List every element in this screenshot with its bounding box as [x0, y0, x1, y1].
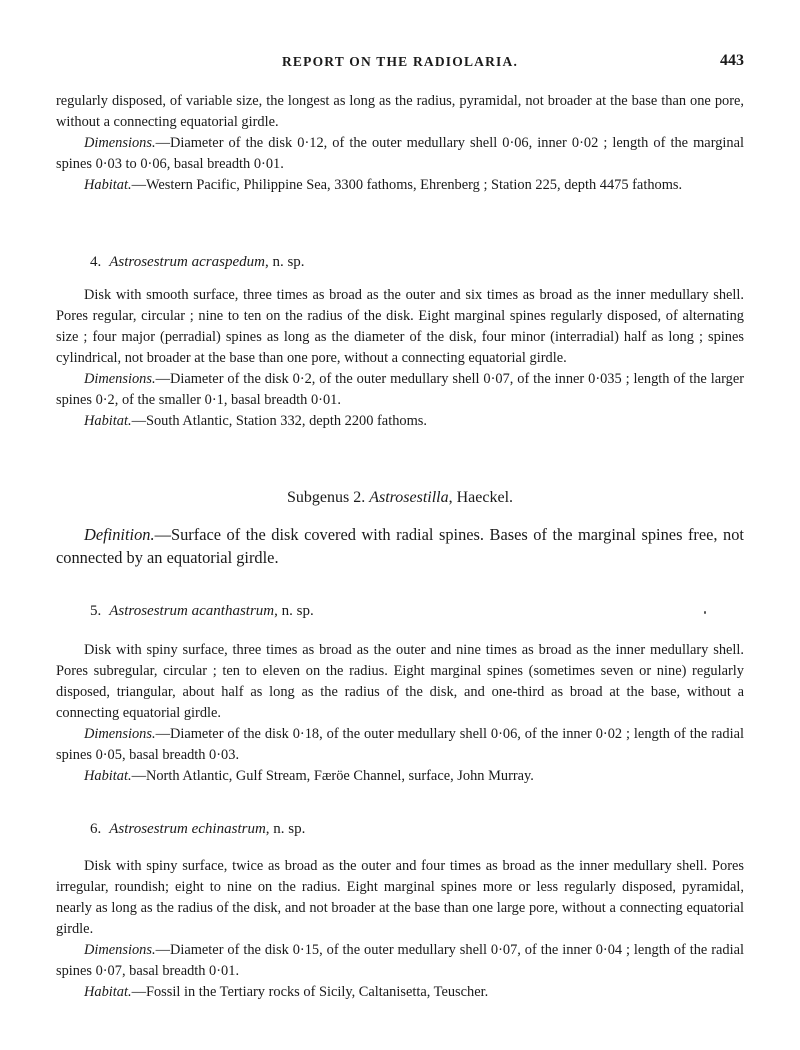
subgenus-suffix: , Haeckel.: [448, 489, 514, 506]
species-number: 6.: [90, 821, 102, 837]
species-3-description-end: regularly disposed, of variable size, the longest as long as the radius, pyramidal, not broader at the base than one pore, without a connecting equatorial girdle.: [56, 93, 744, 130]
species-3-dimensions: [56, 133, 744, 175]
species-4-description: Disk with smooth surface, three times as broad as the outer and six times as broad as the inner medullary shell. Pores regular, circular ; nine to ten on the radius of the disk. Eight marginal spines regularly disposed, of alternating size ; four major (perradial) spines as long as the diameter of the disk, four minor (interradial) half as long ; spines cylindrical, not broader at the base than one pore, without a connecting equatorial girdle.: [56, 287, 744, 366]
species-suffix: , n. sp.: [265, 821, 306, 837]
habitat-text: —North Atlantic, Gulf Stream, Færöe Channel, surface, John Murray.: [131, 768, 534, 784]
dimensions-text: —Diameter of the disk 0·2, of the outer medullary shell 0·07, of the inner 0·035 ; length of the larger spines 0·2, of the smaller 0·1, basal breadth 0·01.: [56, 371, 744, 408]
habitat-text: —Western Pacific, Philippine Sea, 3300 fathoms, Ehrenberg ; Station 225, depth 4475 fathoms.: [131, 177, 683, 193]
dimensions-label: Dimensions.: [84, 942, 156, 958]
species-3-habitat: [56, 175, 744, 196]
species-4-habitat: [56, 411, 744, 432]
page-number: 443: [720, 52, 744, 69]
species-5-dimensions: [56, 724, 744, 766]
dimensions-label: Dimensions.: [84, 371, 156, 387]
dimensions-label: Dimensions.: [84, 135, 156, 151]
species-5-description: Disk with spiny surface, three times as broad as the outer and nine times as broad as the inner medullary shell. Pores subregular, circular ; ten to eleven on the radius. Eight marginal spines (sometimes seven or nine) regularly disposed, triangular, about half as long as the radius of the disk, and one-third as broad at the base, without a connecting equatorial girdle.: [56, 642, 744, 721]
species-name: Astrosestrum acanthastrum: [109, 603, 275, 619]
species-number: 5.: [90, 603, 102, 619]
habitat-label: Habitat.: [84, 413, 132, 429]
species-6-body: [56, 856, 744, 1003]
species-name: Astrosestrum echinastrum: [109, 821, 266, 837]
species-6-heading: [90, 819, 305, 839]
subgenus-prefix: Subgenus 2.: [286, 489, 370, 506]
dimensions-text: —Diameter of the disk 0·15, of the outer medullary shell 0·07, of the inner 0·04 ; length of the radial spines 0·07, basal breadth 0·01.: [56, 942, 744, 979]
dimensions-text: —Diameter of the disk 0·12, of the outer medullary shell 0·06, inner 0·02 ; length of the marginal spines 0·03 to 0·06, basal breadth 0·01.: [56, 135, 744, 172]
habitat-text: —Fossil in the Tertiary rocks of Sicily, Caltanisetta, Teuscher.: [131, 984, 489, 1000]
habitat-label: Habitat.: [84, 984, 132, 1000]
print-speck: [704, 611, 706, 614]
definition-paragraph: [56, 523, 744, 569]
species-5-habitat: [56, 766, 744, 787]
habitat-text: —South Atlantic, Station 332, depth 2200 fathoms.: [131, 413, 427, 429]
habitat-label: Habitat.: [84, 768, 132, 784]
definition-label: Definition.: [84, 525, 155, 544]
species-6-dimensions: [56, 940, 744, 982]
species-4-heading: [90, 252, 305, 272]
species-5-body: [56, 640, 744, 787]
habitat-label: Habitat.: [84, 177, 132, 193]
species-3-continuation: [56, 91, 744, 196]
running-head: REPORT ON THE RADIOLARIA.: [281, 54, 519, 69]
dimensions-label: Dimensions.: [84, 726, 156, 742]
dimensions-text: —Diameter of the disk 0·18, of the outer medullary shell 0·06, of the inner 0·02 ; length of the radial spines 0·05, basal breadth 0·03.: [56, 726, 744, 763]
species-5-heading: [90, 601, 314, 621]
species-6-habitat: [56, 982, 744, 1003]
species-suffix: , n. sp.: [264, 254, 305, 270]
definition-text: —Surface of the disk covered with radial spines. Bases of the marginal spines free, not connected by an equatorial girdle.: [56, 525, 744, 567]
subgenus-name: Astrosestilla: [369, 489, 449, 506]
page-header: [56, 52, 744, 74]
species-4-body: [56, 285, 744, 432]
subgenus-heading: [0, 487, 800, 509]
subgenus-definition: [56, 523, 744, 569]
species-name: Astrosestrum acraspedum: [109, 254, 265, 270]
species-4-dimensions: [56, 369, 744, 411]
species-number: 4.: [90, 254, 102, 270]
species-6-description: Disk with spiny surface, twice as broad as the outer and four times as broad as the inner medullary shell. Pores irregular, roundish; eight to nine on the radius. Eight marginal spines more or less regularly disposed, pyramidal, nearly as long as the radius of the disk, and not broader at the base than one large pore, without a connecting equatorial girdle.: [56, 858, 744, 937]
species-suffix: , n. sp.: [274, 603, 314, 619]
